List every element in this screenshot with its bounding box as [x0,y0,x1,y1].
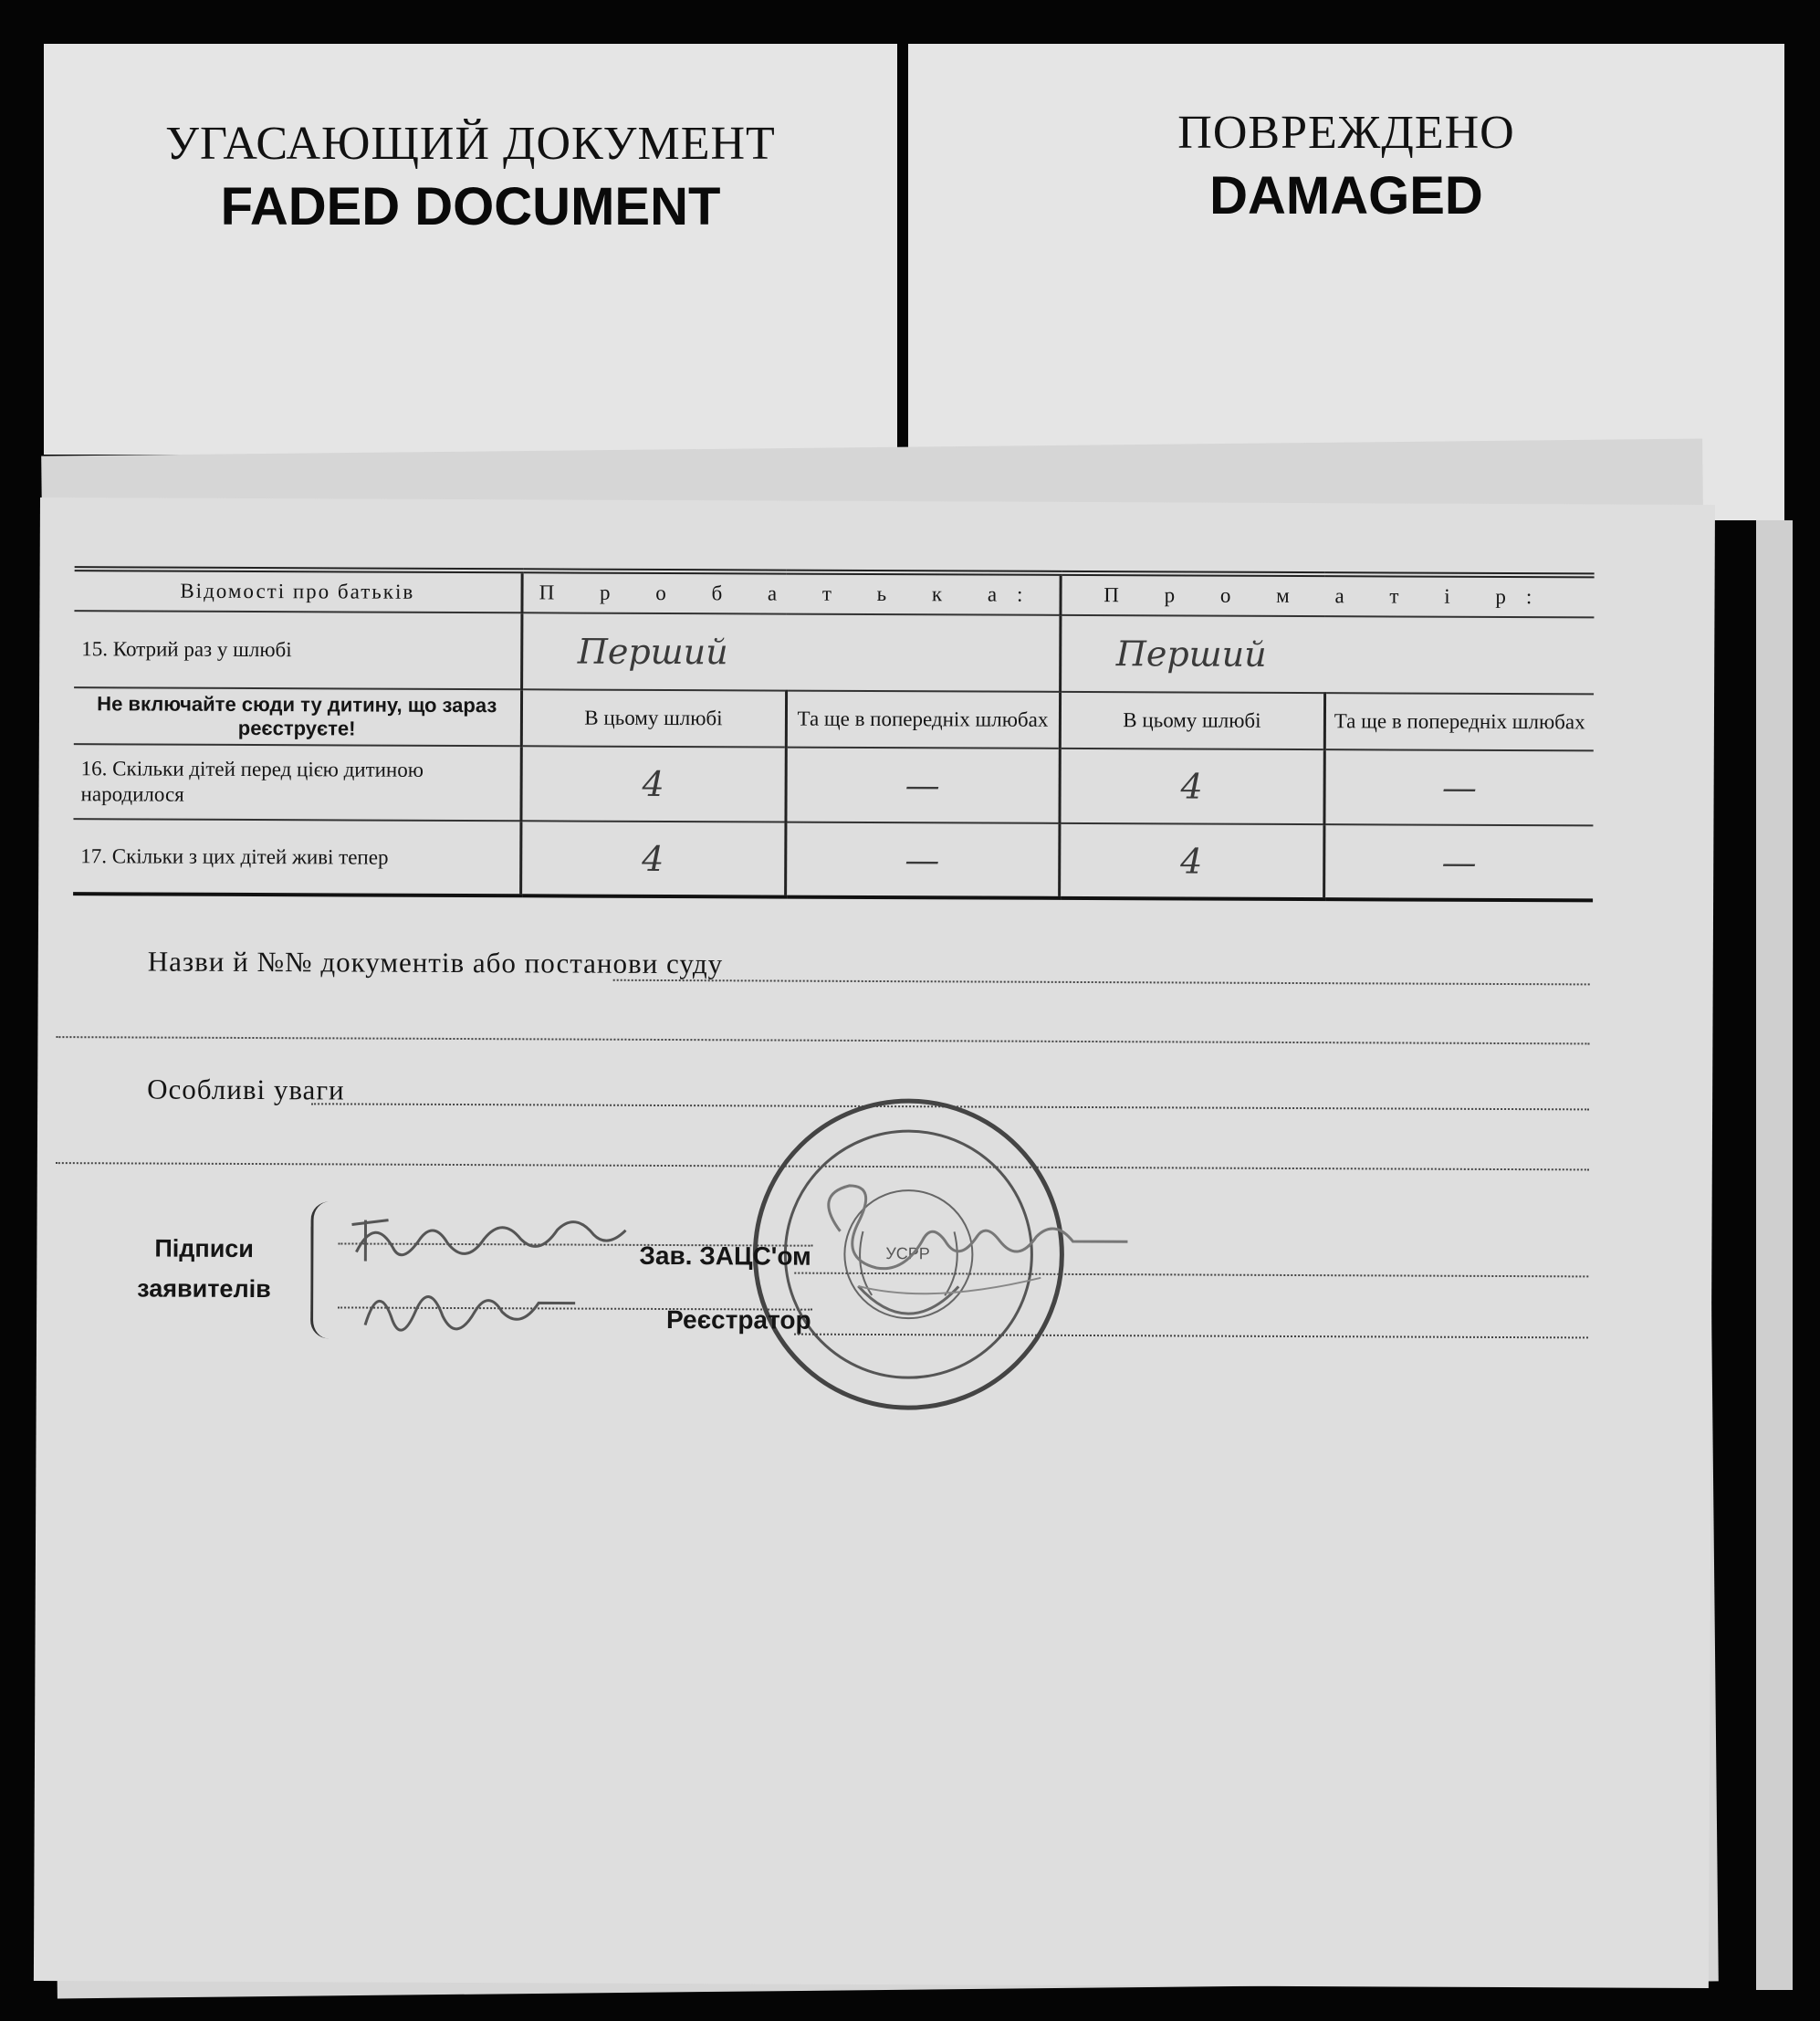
exclusion-note: Не включайте сюди ту дитину, що зараз реєструєте! [74,687,521,746]
applicants-label-line2: заявителів [137,1274,271,1304]
header-father: П р о б а т ь к а: [521,571,1060,615]
table-row [74,611,1594,694]
documents-line [613,979,1590,986]
row17-father-this: 4 [520,821,785,896]
applicant-signatures [347,1201,786,1358]
row15-father: Перший [521,613,1060,692]
row17-mother-prev: — [1323,824,1593,900]
row15-mother: Перший [1060,615,1594,695]
applicants-label-line1: Підписи [154,1234,255,1263]
mother-this-marriage-header: В цьому шлюбі [1060,692,1324,749]
applicants-label [137,1228,271,1309]
damaged-en: DAMAGED [1209,166,1483,225]
header-parents-info: Відомості про батьків [74,569,521,613]
table-subheader-row [74,687,1594,750]
seal-center-text: УСРР [885,1244,930,1263]
row16-mother-this: 4 [1059,749,1323,824]
head-registry-label: Зав. ЗАЦС'ом [639,1241,811,1271]
row17-father-prev: — [785,822,1059,898]
sheet-edge [1756,520,1793,1990]
father-previous-marriages-header: Та ще в попередніх шлюбах [786,691,1060,749]
table-header-row [74,569,1594,617]
row15-label: 15. Котрий раз у шлюбі [74,611,521,689]
row16-label: 16. Скільки дітей перед цією дитиною народилося [73,744,520,821]
mother-previous-marriages-header: Та ще в попередніх шлюбах [1324,693,1594,750]
parents-table [73,566,1595,902]
header-mother: П р о м а т і р: [1060,573,1594,618]
row17-label: 17. Скільки з цих дітей живі тепер [73,819,520,895]
faded-document-ru: УГАСАЮЩИЙ ДОКУМЕНТ [165,118,776,170]
table-row [73,819,1593,900]
father-this-marriage-header: В цьому шлюбі [521,689,786,747]
row16-mother-prev: — [1323,749,1593,825]
faded-document-card [44,44,897,455]
table-row [73,744,1593,825]
faded-document-en: FADED DOCUMENT [220,177,721,236]
row16-father-prev: — [785,748,1059,823]
registrar-label: Реєстратор [666,1305,811,1335]
remarks-label: Особливі уваги [147,1073,345,1106]
row16-father-this: 4 [520,746,785,822]
head-signature [803,1177,1187,1315]
documents-label: Назви й №№ документів або постанови суду [147,945,724,980]
row17-mother-this: 4 [1059,823,1323,899]
documents-line-2 [56,1036,1589,1044]
signature-brace [310,1201,336,1338]
registration-form [34,497,1715,1988]
damaged-ru: ПОВРЕЖДЕНО [1177,107,1515,159]
